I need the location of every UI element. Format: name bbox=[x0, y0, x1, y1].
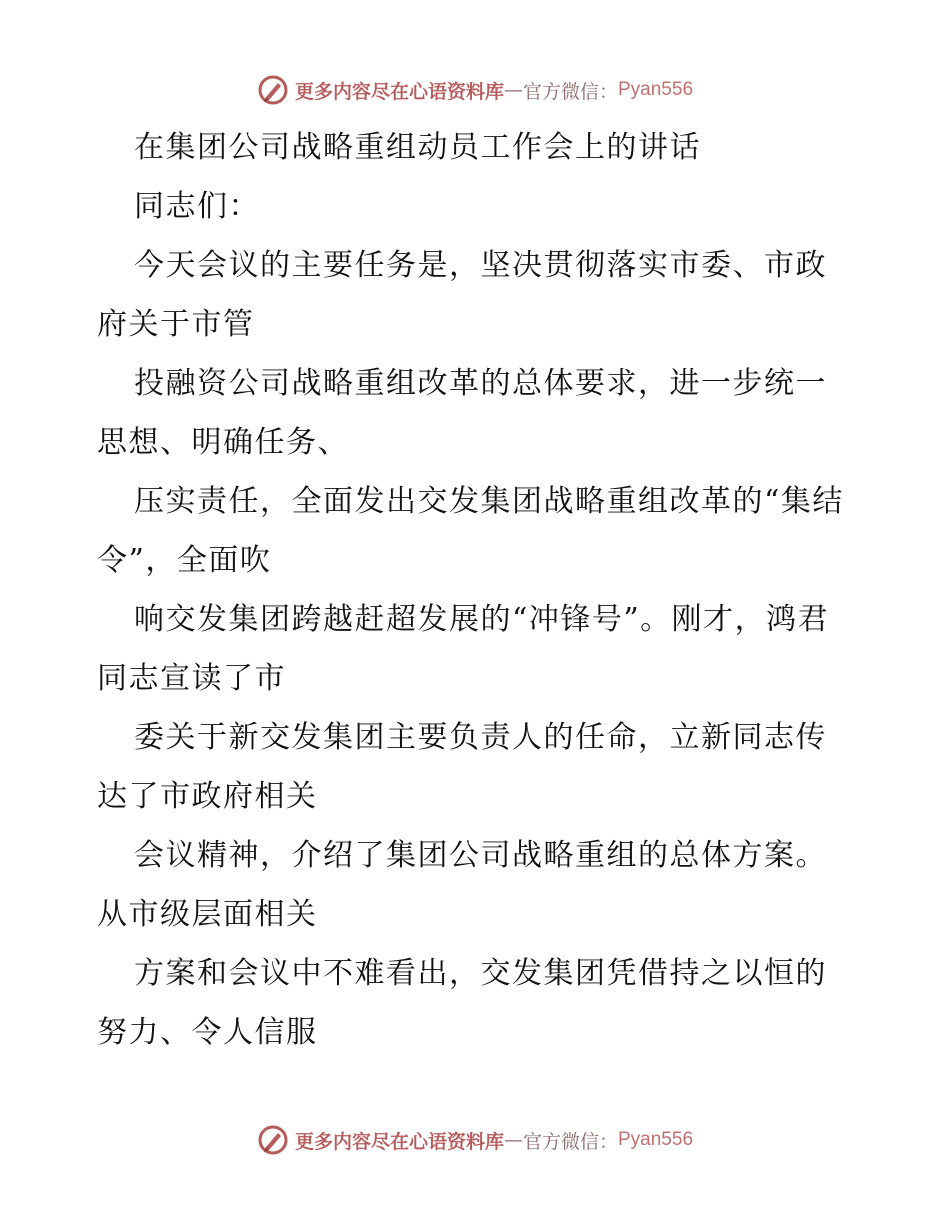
document-body bbox=[97, 118, 857, 1062]
paragraph: 方案和会议中不难看出，交发集团凭借持之以恒的努力、令人信服 bbox=[97, 956, 827, 1050]
paragraph: 今天会议的主要任务是，坚决贯彻落实市委、市政府关于市管 bbox=[97, 248, 827, 342]
banner-contact-id: Pyan556 bbox=[618, 79, 694, 100]
document-greeting: 同志们： bbox=[134, 189, 260, 224]
document-title: 在集团公司战略重组动员工作会上的讲话 bbox=[134, 130, 701, 165]
pen-logo-icon bbox=[257, 74, 289, 106]
paragraph: 委关于新交发集团主要负责人的任命，立新同志传达了市政府相关 bbox=[97, 720, 827, 814]
banner-contact-label: 官方微信： bbox=[522, 80, 618, 103]
banner-contact-label: 官方微信： bbox=[522, 1130, 618, 1153]
paragraph: 压实责任，全面发出交发集团战略重组改革的“集结令”，全面吹 bbox=[97, 484, 844, 578]
banner-contact-id: Pyan556 bbox=[618, 1129, 694, 1150]
banner-dash: — bbox=[503, 79, 523, 101]
paragraph: 响交发集团跨越赶超发展的“冲锋号”。刚才，鸿君同志宣读了市 bbox=[97, 602, 830, 696]
header-watermark-banner bbox=[0, 72, 950, 108]
banner-dash: — bbox=[503, 1129, 523, 1151]
pen-logo-icon bbox=[257, 1124, 289, 1156]
banner-main-text: 更多内容尽在心语资料库 bbox=[294, 80, 504, 103]
paragraph: 投融资公司战略重组改革的总体要求，进一步统一思想、明确任务、 bbox=[97, 366, 827, 460]
banner-main-text: 更多内容尽在心语资料库 bbox=[294, 1130, 504, 1153]
paragraph: 会议精神，介绍了集团公司战略重组的总体方案。从市级层面相关 bbox=[97, 838, 827, 932]
footer-watermark-banner bbox=[0, 1122, 950, 1158]
